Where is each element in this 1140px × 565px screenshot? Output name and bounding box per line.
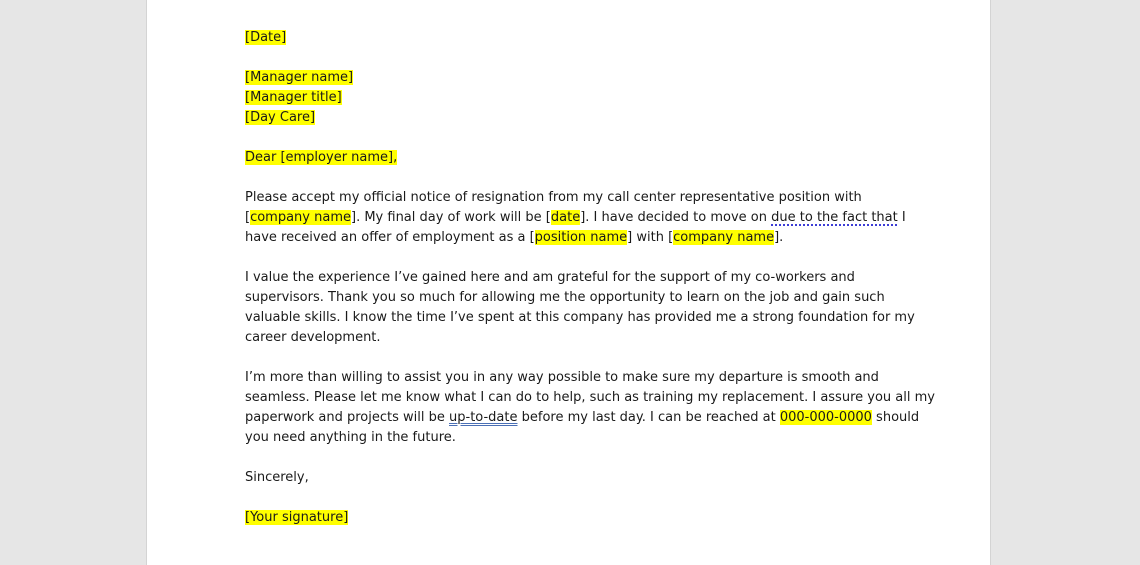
paragraph-2-line-1 <box>245 268 905 288</box>
paragraph-1-line-3 <box>245 228 905 248</box>
date-placeholder-inline: date <box>550 210 581 225</box>
text: ]. <box>774 230 784 245</box>
paragraph-3-line-2 <box>245 388 935 408</box>
closing-line <box>245 468 905 488</box>
blank-line <box>245 248 905 268</box>
paragraph-1-line-1 <box>245 188 905 208</box>
company-line <box>245 108 905 128</box>
salutation-line <box>245 148 905 168</box>
signature-placeholder: [Your signature] <box>245 510 349 525</box>
position-name-placeholder: position name <box>534 230 628 245</box>
text: ]. My final day of work will be [ <box>351 210 551 225</box>
text: seamless. Please let me know what I can do to help, such as training my replacement. I assure you all my <box>245 390 935 405</box>
text: have received an offer of employment as a [ <box>245 230 535 245</box>
text: before my last day. I can be reached at <box>517 410 780 425</box>
manager-name-line <box>245 68 905 88</box>
blank-line <box>245 448 905 468</box>
blank-line <box>245 168 905 188</box>
blank-line <box>245 48 905 68</box>
text: paperwork and projects will be <box>245 410 450 425</box>
letter-body[interactable] <box>245 28 935 528</box>
paragraph-2-line-3 <box>245 308 915 328</box>
manager-name-placeholder: [Manager name] <box>245 70 354 85</box>
text: supervisors. Thank you so much for allowing me the opportunity to learn on the job and gain such <box>245 290 885 305</box>
grammar-suggestion[interactable]: due to the fact that <box>771 210 898 225</box>
closing: Sincerely, <box>245 470 309 485</box>
text: valuable skills. I know the time I’ve spent at this company has provided me a strong foundation for my <box>245 310 915 325</box>
date-placeholder: [Date] <box>245 30 287 45</box>
text: ]. I have decided to move on <box>580 210 772 225</box>
paragraph-3-line-4 <box>245 428 905 448</box>
text: I <box>897 210 906 225</box>
paragraph-3-line-1 <box>245 368 905 388</box>
date-line <box>245 28 905 48</box>
blank-line <box>245 348 905 368</box>
salutation: Dear [employer name], <box>245 150 398 165</box>
paragraph-3-line-3 <box>245 408 920 428</box>
text: I’m more than willing to assist you in any way possible to make sure my departure is smooth and <box>245 370 879 385</box>
signature-line <box>245 508 905 528</box>
company-placeholder: [Day Care] <box>245 110 316 125</box>
paragraph-2-line-2 <box>245 288 905 308</box>
text: career development. <box>245 330 381 345</box>
text: Please accept my official notice of resignation from my call center representative position with <box>245 190 862 205</box>
document-page <box>146 0 991 565</box>
text: you need anything in the future. <box>245 430 456 445</box>
phone-placeholder: 000-000-0000 <box>779 410 872 425</box>
manager-title-placeholder: [Manager title] <box>245 90 342 105</box>
paragraph-2-line-4 <box>245 328 905 348</box>
blank-line <box>245 488 905 508</box>
spelling-suggestion[interactable]: up-to-date <box>449 410 518 425</box>
company-name-placeholder: company name <box>673 230 775 245</box>
paragraph-1-line-2 <box>245 208 905 228</box>
text: should <box>871 410 920 425</box>
text: [ <box>245 210 251 225</box>
blank-line <box>245 128 905 148</box>
manager-title-line <box>245 88 905 108</box>
text: ] with [ <box>627 230 674 245</box>
text: I value the experience I’ve gained here and am grateful for the support of my co-workers and <box>245 270 855 285</box>
company-name-placeholder: company name <box>250 210 351 225</box>
